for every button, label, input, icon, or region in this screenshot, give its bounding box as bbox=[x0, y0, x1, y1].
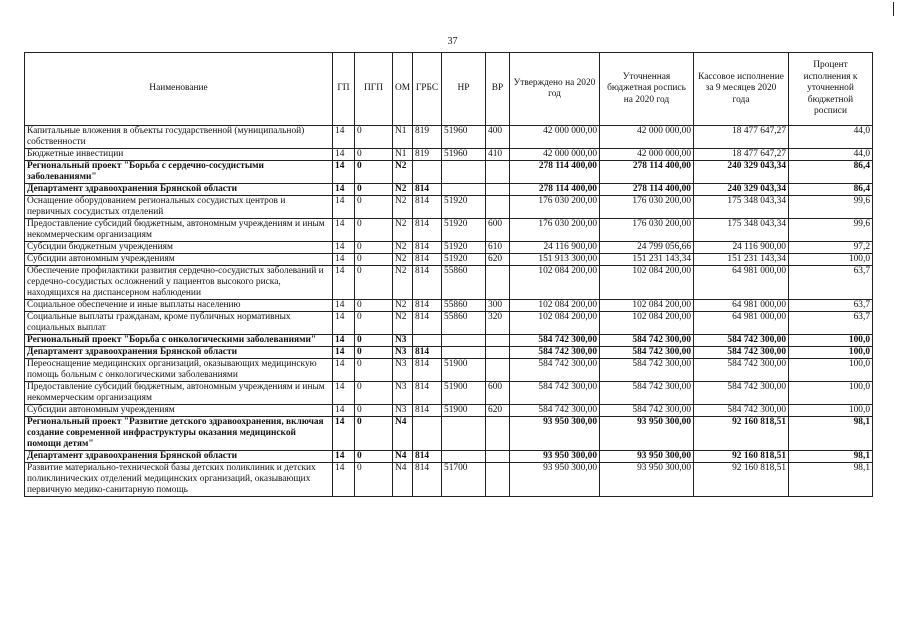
cell-name: Предоставление субсидий бюджетным, автономным учреждениям и иным некоммерческим организациям bbox=[25, 219, 333, 242]
cell-refined: 584 742 300,00 bbox=[600, 382, 694, 405]
cell-ppgp: 0 bbox=[355, 196, 393, 219]
cell-cash: 584 742 300,00 bbox=[694, 382, 789, 405]
budget-table bbox=[24, 52, 873, 497]
cell-vr: 620 bbox=[486, 254, 510, 266]
table-row bbox=[25, 359, 873, 382]
cell-approved: 176 030 200,00 bbox=[510, 196, 600, 219]
cell-approved: 42 000 000,00 bbox=[510, 149, 600, 161]
cell-refined: 176 030 200,00 bbox=[600, 196, 694, 219]
cell-refined: 102 084 200,00 bbox=[600, 266, 694, 300]
cell-name: Социальные выплаты гражданам, кроме публичных нормативных социальных выплат bbox=[25, 312, 333, 335]
cell-ppgp: 0 bbox=[355, 184, 393, 196]
cell-gp: 14 bbox=[333, 219, 355, 242]
cell-vr bbox=[486, 359, 510, 382]
cell-nr: 51900 bbox=[442, 405, 486, 417]
table-row bbox=[25, 300, 873, 312]
cell-gp: 14 bbox=[333, 266, 355, 300]
table-row bbox=[25, 126, 873, 149]
cell-vr: 600 bbox=[486, 219, 510, 242]
header-gp: ГП bbox=[333, 53, 355, 126]
cell-nr bbox=[442, 417, 486, 451]
cell-cash: 175 348 043,34 bbox=[694, 219, 789, 242]
cell-approved: 176 030 200,00 bbox=[510, 219, 600, 242]
cell-gp: 14 bbox=[333, 463, 355, 497]
cell-gp: 14 bbox=[333, 347, 355, 359]
header-nr: НР bbox=[442, 53, 486, 126]
cell-refined: 278 114 400,00 bbox=[600, 161, 694, 184]
cell-nr bbox=[442, 184, 486, 196]
cell-grbs bbox=[413, 335, 442, 347]
cell-percent: 63,7 bbox=[789, 300, 873, 312]
cell-ppgp: 0 bbox=[355, 335, 393, 347]
cell-cash: 18 477 647,27 bbox=[694, 126, 789, 149]
cell-vr: 400 bbox=[486, 126, 510, 149]
cell-om: N2 bbox=[393, 254, 413, 266]
table-row bbox=[25, 184, 873, 196]
cell-approved: 584 742 300,00 bbox=[510, 347, 600, 359]
cell-cash: 240 329 043,34 bbox=[694, 161, 789, 184]
cell-refined: 93 950 300,00 bbox=[600, 463, 694, 497]
cell-refined: 102 084 200,00 bbox=[600, 312, 694, 335]
table-row bbox=[25, 219, 873, 242]
cell-gp: 14 bbox=[333, 382, 355, 405]
cell-approved: 102 084 200,00 bbox=[510, 312, 600, 335]
cell-name: Департамент здравоохранения Брянской области bbox=[25, 347, 333, 359]
cell-approved: 584 742 300,00 bbox=[510, 335, 600, 347]
cell-gp: 14 bbox=[333, 126, 355, 149]
cell-om: N4 bbox=[393, 451, 413, 463]
cell-percent: 100,0 bbox=[789, 347, 873, 359]
cell-nr: 51960 bbox=[442, 126, 486, 149]
cell-gp: 14 bbox=[333, 254, 355, 266]
cell-approved: 102 084 200,00 bbox=[510, 266, 600, 300]
cell-vr bbox=[486, 417, 510, 451]
header-name: Наименование bbox=[25, 53, 333, 126]
cell-grbs: 814 bbox=[413, 359, 442, 382]
table-row bbox=[25, 149, 873, 161]
cell-grbs bbox=[413, 161, 442, 184]
cell-cash: 64 981 000,00 bbox=[694, 300, 789, 312]
cell-grbs: 814 bbox=[413, 463, 442, 497]
cell-vr bbox=[486, 463, 510, 497]
cell-name: Субсидии бюджетным учреждениям bbox=[25, 242, 333, 254]
cell-name: Социальное обеспечение и иные выплаты населению bbox=[25, 300, 333, 312]
cell-gp: 14 bbox=[333, 405, 355, 417]
cell-nr bbox=[442, 335, 486, 347]
cell-vr bbox=[486, 266, 510, 300]
table-body bbox=[25, 126, 873, 497]
cell-vr bbox=[486, 184, 510, 196]
cell-ppgp: 0 bbox=[355, 254, 393, 266]
cell-percent: 100,0 bbox=[789, 254, 873, 266]
cell-grbs bbox=[413, 417, 442, 451]
cell-nr bbox=[442, 347, 486, 359]
cell-om: N3 bbox=[393, 405, 413, 417]
cell-percent: 100,0 bbox=[789, 359, 873, 382]
cell-ppgp: 0 bbox=[355, 161, 393, 184]
cell-name: Предоставление субсидий бюджетным, автономным учреждениям и иным некоммерческим организациям bbox=[25, 382, 333, 405]
cell-approved: 93 950 300,00 bbox=[510, 451, 600, 463]
cell-ppgp: 0 bbox=[355, 359, 393, 382]
cell-om: N2 bbox=[393, 312, 413, 335]
cell-percent: 100,0 bbox=[789, 382, 873, 405]
cell-approved: 584 742 300,00 bbox=[510, 382, 600, 405]
cell-name: Субсидии автономным учреждениям bbox=[25, 254, 333, 266]
cell-cash: 175 348 043,34 bbox=[694, 196, 789, 219]
cell-cash: 584 742 300,00 bbox=[694, 335, 789, 347]
header-grbs: ГРБС bbox=[413, 53, 442, 126]
cell-grbs: 814 bbox=[413, 405, 442, 417]
header-refined: Уточненная бюджетная роспись на 2020 год bbox=[600, 53, 694, 126]
table-row bbox=[25, 451, 873, 463]
cell-refined: 584 742 300,00 bbox=[600, 347, 694, 359]
cell-name: Региональный проект "Борьба с онкологическими заболеваниями" bbox=[25, 335, 333, 347]
cell-approved: 93 950 300,00 bbox=[510, 417, 600, 451]
table-row bbox=[25, 254, 873, 266]
cell-ppgp: 0 bbox=[355, 347, 393, 359]
cell-nr: 51900 bbox=[442, 382, 486, 405]
cell-refined: 151 231 143,34 bbox=[600, 254, 694, 266]
cell-om: N3 bbox=[393, 347, 413, 359]
cell-name: Департамент здравоохранения Брянской области bbox=[25, 451, 333, 463]
cell-ppgp: 0 bbox=[355, 149, 393, 161]
cell-vr: 410 bbox=[486, 149, 510, 161]
cell-name: Бюджетные инвестиции bbox=[25, 149, 333, 161]
cell-gp: 14 bbox=[333, 417, 355, 451]
header-approved: Утверждено на 2020 год bbox=[510, 53, 600, 126]
header-vr: ВР bbox=[486, 53, 510, 126]
header-percent: Процент исполнения к уточненной бюджетной росписи bbox=[789, 53, 873, 126]
cell-ppgp: 0 bbox=[355, 382, 393, 405]
cell-gp: 14 bbox=[333, 359, 355, 382]
cell-approved: 24 116 900,00 bbox=[510, 242, 600, 254]
header-om: ОМ bbox=[393, 53, 413, 126]
cell-nr: 55860 bbox=[442, 300, 486, 312]
table-row bbox=[25, 417, 873, 451]
cell-om: N2 bbox=[393, 266, 413, 300]
cell-nr: 51920 bbox=[442, 254, 486, 266]
cell-approved: 278 114 400,00 bbox=[510, 184, 600, 196]
cell-vr bbox=[486, 161, 510, 184]
cell-nr bbox=[442, 451, 486, 463]
cell-percent: 44,0 bbox=[789, 126, 873, 149]
cell-ppgp: 0 bbox=[355, 417, 393, 451]
cell-name: Переоснащение медицинских организаций, оказывающих медицинскую помощь больным с онкологическими заболеваниями bbox=[25, 359, 333, 382]
cell-nr: 55860 bbox=[442, 266, 486, 300]
cell-approved: 584 742 300,00 bbox=[510, 359, 600, 382]
cell-vr: 300 bbox=[486, 300, 510, 312]
cell-refined: 278 114 400,00 bbox=[600, 184, 694, 196]
cell-om: N4 bbox=[393, 417, 413, 451]
cell-cash: 24 116 900,00 bbox=[694, 242, 789, 254]
table-row bbox=[25, 196, 873, 219]
cell-nr: 51700 bbox=[442, 463, 486, 497]
cell-nr: 51920 bbox=[442, 242, 486, 254]
cell-name: Региональный проект "Развитие детского здравоохранения, включая создание современной инфраструктуры оказания медицинской помощи детям" bbox=[25, 417, 333, 451]
cell-gp: 14 bbox=[333, 312, 355, 335]
cell-nr: 51920 bbox=[442, 196, 486, 219]
cell-om: N2 bbox=[393, 300, 413, 312]
cell-grbs: 814 bbox=[413, 347, 442, 359]
cell-grbs: 814 bbox=[413, 266, 442, 300]
cell-vr bbox=[486, 451, 510, 463]
table-row bbox=[25, 405, 873, 417]
cell-gp: 14 bbox=[333, 196, 355, 219]
cell-percent: 100,0 bbox=[789, 405, 873, 417]
cell-approved: 278 114 400,00 bbox=[510, 161, 600, 184]
table-row bbox=[25, 312, 873, 335]
page-number: 37 bbox=[447, 36, 458, 47]
cell-grbs: 814 bbox=[413, 382, 442, 405]
table-row bbox=[25, 335, 873, 347]
cell-om: N2 bbox=[393, 161, 413, 184]
cell-ppgp: 0 bbox=[355, 242, 393, 254]
cell-cash: 584 742 300,00 bbox=[694, 359, 789, 382]
cell-name: Капитальные вложения в объекты государственной (муниципальной) собственности bbox=[25, 126, 333, 149]
cell-om: N3 bbox=[393, 382, 413, 405]
header-ppgp: ПГП bbox=[355, 53, 393, 126]
cell-ppgp: 0 bbox=[355, 451, 393, 463]
cell-ppgp: 0 bbox=[355, 219, 393, 242]
cell-cash: 64 981 000,00 bbox=[694, 266, 789, 300]
cell-gp: 14 bbox=[333, 300, 355, 312]
cell-percent: 86,4 bbox=[789, 184, 873, 196]
cell-name: Субсидии автономным учреждениям bbox=[25, 405, 333, 417]
cell-ppgp: 0 bbox=[355, 312, 393, 335]
cell-name: Обеспечение профилактики развития сердечно-сосудистых заболеваний и сердечно-сосудистых осложнений у пациентов высокого риска, находящихся на диспансерном наблюдении bbox=[25, 266, 333, 300]
cell-percent: 98,1 bbox=[789, 463, 873, 497]
cell-name: Региональный проект "Борьба с сердечно-сосудистыми заболеваниями" bbox=[25, 161, 333, 184]
cell-refined: 176 030 200,00 bbox=[600, 219, 694, 242]
cell-ppgp: 0 bbox=[355, 126, 393, 149]
cell-gp: 14 bbox=[333, 242, 355, 254]
table-header-row bbox=[25, 53, 873, 126]
cell-grbs: 814 bbox=[413, 242, 442, 254]
cell-om: N4 bbox=[393, 463, 413, 497]
cell-grbs: 814 bbox=[413, 312, 442, 335]
table-row bbox=[25, 242, 873, 254]
table-row bbox=[25, 347, 873, 359]
cell-cash: 18 477 647,27 bbox=[694, 149, 789, 161]
cell-refined: 93 950 300,00 bbox=[600, 451, 694, 463]
cell-name: Департамент здравоохранения Брянской области bbox=[25, 184, 333, 196]
cell-refined: 102 084 200,00 bbox=[600, 300, 694, 312]
cell-vr bbox=[486, 335, 510, 347]
cell-refined: 584 742 300,00 bbox=[600, 405, 694, 417]
cell-grbs: 819 bbox=[413, 149, 442, 161]
cell-vr bbox=[486, 347, 510, 359]
cell-gp: 14 bbox=[333, 161, 355, 184]
cell-approved: 584 742 300,00 bbox=[510, 405, 600, 417]
cell-percent: 100,0 bbox=[789, 335, 873, 347]
cell-refined: 42 000 000,00 bbox=[600, 149, 694, 161]
cell-grbs: 814 bbox=[413, 196, 442, 219]
cell-vr: 600 bbox=[486, 382, 510, 405]
cell-om: N2 bbox=[393, 196, 413, 219]
cell-percent: 63,7 bbox=[789, 266, 873, 300]
cell-nr: 55860 bbox=[442, 312, 486, 335]
header-cash: Кассовое исполнение за 9 месяцев 2020 года bbox=[694, 53, 789, 126]
cell-ppgp: 0 bbox=[355, 405, 393, 417]
cell-refined: 93 950 300,00 bbox=[600, 417, 694, 451]
cell-percent: 86,4 bbox=[789, 161, 873, 184]
cell-grbs: 814 bbox=[413, 254, 442, 266]
cell-grbs: 814 bbox=[413, 219, 442, 242]
cell-cash: 64 981 000,00 bbox=[694, 312, 789, 335]
cell-percent: 99,6 bbox=[789, 219, 873, 242]
cell-om: N2 bbox=[393, 184, 413, 196]
cell-percent: 98,1 bbox=[789, 417, 873, 451]
cell-vr bbox=[486, 196, 510, 219]
cell-gp: 14 bbox=[333, 149, 355, 161]
cell-approved: 102 084 200,00 bbox=[510, 300, 600, 312]
cell-cash: 92 160 818,51 bbox=[694, 451, 789, 463]
table-row bbox=[25, 266, 873, 300]
cell-ppgp: 0 bbox=[355, 300, 393, 312]
cell-om: N3 bbox=[393, 335, 413, 347]
cell-refined: 584 742 300,00 bbox=[600, 359, 694, 382]
cell-om: N1 bbox=[393, 149, 413, 161]
cell-percent: 99,6 bbox=[789, 196, 873, 219]
cell-approved: 151 913 300,00 bbox=[510, 254, 600, 266]
cell-gp: 14 bbox=[333, 184, 355, 196]
cell-om: N3 bbox=[393, 359, 413, 382]
table-row bbox=[25, 161, 873, 184]
cell-nr: 51920 bbox=[442, 219, 486, 242]
cell-ppgp: 0 bbox=[355, 463, 393, 497]
cell-name: Оснащение оборудованием региональных сосудистых центров и первичных сосудистых отделений bbox=[25, 196, 333, 219]
cell-grbs: 814 bbox=[413, 451, 442, 463]
cell-ppgp: 0 bbox=[355, 266, 393, 300]
cell-grbs: 814 bbox=[413, 300, 442, 312]
table-row bbox=[25, 463, 873, 497]
cell-cash: 584 742 300,00 bbox=[694, 405, 789, 417]
cell-grbs: 819 bbox=[413, 126, 442, 149]
cell-om: N2 bbox=[393, 219, 413, 242]
cell-refined: 42 000 000,00 bbox=[600, 126, 694, 149]
cell-refined: 24 799 056,66 bbox=[600, 242, 694, 254]
cell-name: Развитие материально-технической базы детских поликлиник и детских поликлинических отделений медицинских организаций, оказывающих первичную медико-санитарную помощь bbox=[25, 463, 333, 497]
cell-percent: 97,2 bbox=[789, 242, 873, 254]
cell-nr bbox=[442, 161, 486, 184]
cell-cash: 92 160 818,51 bbox=[694, 417, 789, 451]
cell-percent: 98,1 bbox=[789, 451, 873, 463]
cell-cash: 92 160 818,51 bbox=[694, 463, 789, 497]
table-row bbox=[25, 382, 873, 405]
cell-gp: 14 bbox=[333, 335, 355, 347]
cell-vr: 620 bbox=[486, 405, 510, 417]
cell-nr: 51960 bbox=[442, 149, 486, 161]
cell-cash: 151 231 143,34 bbox=[694, 254, 789, 266]
cell-nr: 51900 bbox=[442, 359, 486, 382]
cell-vr: 320 bbox=[486, 312, 510, 335]
cell-om: N1 bbox=[393, 126, 413, 149]
cell-vr: 610 bbox=[486, 242, 510, 254]
cell-refined: 584 742 300,00 bbox=[600, 335, 694, 347]
edge-mark bbox=[893, 2, 894, 16]
cell-approved: 93 950 300,00 bbox=[510, 463, 600, 497]
cell-grbs: 814 bbox=[413, 184, 442, 196]
cell-cash: 240 329 043,34 bbox=[694, 184, 789, 196]
cell-approved: 42 000 000,00 bbox=[510, 126, 600, 149]
cell-gp: 14 bbox=[333, 451, 355, 463]
cell-om: N2 bbox=[393, 242, 413, 254]
cell-percent: 63,7 bbox=[789, 312, 873, 335]
cell-cash: 584 742 300,00 bbox=[694, 347, 789, 359]
cell-percent: 44,0 bbox=[789, 149, 873, 161]
